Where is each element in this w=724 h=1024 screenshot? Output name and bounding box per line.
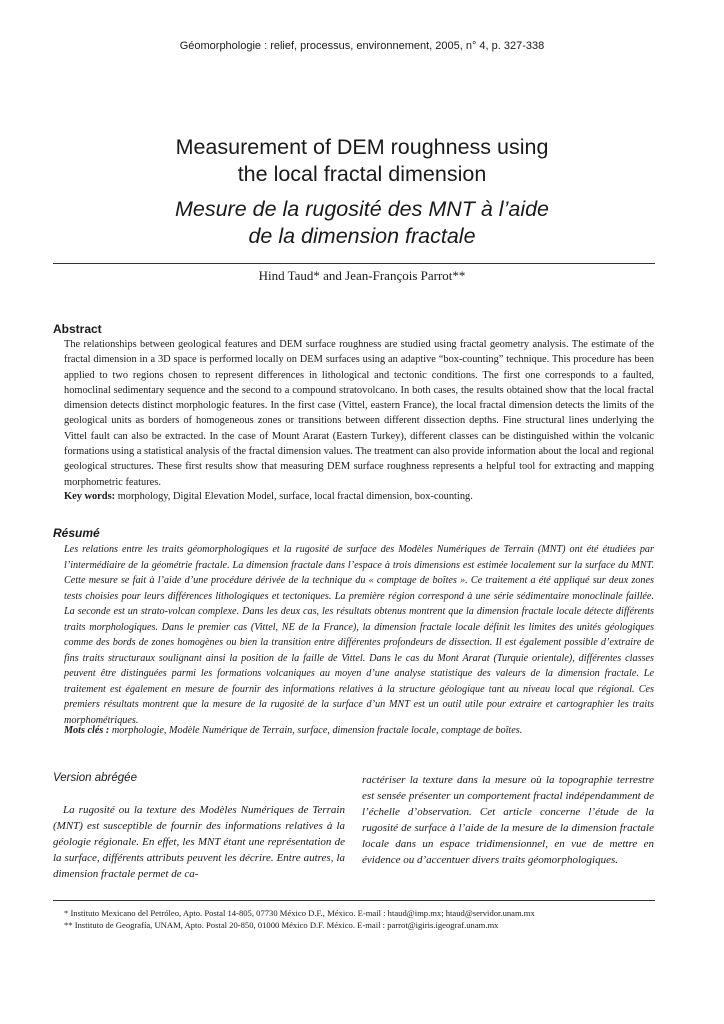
version-abregee-heading: Version abrégée bbox=[53, 772, 137, 784]
resume-heading: Résumé bbox=[53, 526, 100, 540]
footnotes bbox=[64, 907, 654, 931]
title-divider bbox=[53, 263, 655, 264]
keywords-list: morphology, Digital Elevation Model, surface, local fractal dimension, box-counting. bbox=[115, 491, 473, 502]
title-english bbox=[0, 134, 724, 188]
footnote-divider bbox=[53, 900, 655, 901]
title-english-line-1: Measurement of DEM roughness using bbox=[175, 135, 549, 159]
keywords-label: Key words: bbox=[64, 491, 116, 502]
journal-header: Géomorphologie : relief, processus, environnement, 2005, n° 4, p. 327-338 bbox=[179, 40, 545, 52]
mots-cles-label: Mots clés : bbox=[64, 725, 110, 736]
title-english-line-2: the local fractal dimension bbox=[237, 162, 487, 186]
title-french-line-1: Mesure de la rugosité des MNT à l’aide bbox=[174, 197, 550, 221]
mots-cles-list: morphologie, Modèle Numérique de Terrain, surface, dimension fractale locale, comptage de boîtes. bbox=[109, 725, 523, 736]
authors: Hind Taud* and Jean-François Parrot** bbox=[258, 268, 466, 283]
resume-text: Les relations entre les traits géomorphologiques et la rugosité de surface des Modèles Numériques de Terrain (MNT) ont été étudiées par l’intermédiaire de la géométrie fractale. La dimension fractale dans l’espace à trois dimensions est estimée localement sur la surface du MNT. Cette mesure se fait à l’aide d’une procédure dérivée de la technique du « comptage de boîtes ». Ce traitement a été appliqué sur deux zones tests choisies pour leurs différences lithologiques et tectoniques. La première région correspond à une série sédimentaire monoclinale faillée. La seconde est un strato-volcan complexe. Dans les deux cas, les résultats obtenus montrent que la dimension fractale locale détecte différents traits morphologiques. Dans le premier cas (Vittel, NE de la France), la dimension fractale locale définit les limites des unités géologiques comme des bords de zones homogènes ou bien la transition entre différentes profondeurs de dissection. Il est également possible d’extraire de fins traits structuraux soulignant ainsi la position de la faille de Vittel. Dans le cas du Mont Ararat (Turquie orientale), différentes classes peuvent être distinguées parmi les formations volcaniques au moyen d’une analyse statistique des valeurs de la dimension fractale. Le traitement est également en mesure de fournir des informations relatives à la structure géologique tant au niveau local que régional. Ces premiers résultats montrent que la mesure de la rugosité de la surface d’un MNT est un outil utile pour extraire et cartographier les traits morphométriques. bbox=[64, 544, 654, 726]
abstract-text: The relationships between geological features and DEM surface roughness are studied using fractal geometry analysis. The estimate of the fractal dimension in a 3D space is performed locally on DEM surfaces using an adaptive “box-counting” technique. This procedure has been applied to two regions chosen to represent differences in lithological and tectonic conditions. The first one corresponds to a faulted, homoclinal sedimentary sequence and the second to a compound stratovolcano. In both cases, the results obtained show that the local fractal dimension detects distinct morphologic features. In the first case (Vittel, eastern France), the local fractal dimension detects the limits of the geological units as borders of homogeneous zones or transitions between different dissection depths. Fine structural lines underlying the Vittel fault can also be extracted. In the case of Mount Ararat (Eastern Turkey), different classes can be distinguished within the volcanic formations using a statistical analysis of the fractal dimension values. The treatment can also provide information about the local and regional geological structures. These first results show that measuring DEM surface roughness represents a helpful tool for extracting and mapping morphometric features. bbox=[64, 339, 654, 488]
footnote-2: ** Instituto de Geografía, UNAM, Apto. Postal 20-850, 01000 México D.F. México. E-mail : parrot@igiris.igeograf.unam.mx bbox=[64, 920, 499, 930]
keywords bbox=[64, 491, 654, 502]
mots-cles bbox=[64, 725, 654, 736]
footnote-1: * Instituto Mexicano del Petróleo, Apto. Postal 14-805, 07730 México D.F., México. E-mail : htaud@imp.mx; htaud@servidor.unam.mx bbox=[64, 908, 535, 918]
version-abregee-right-column: ractériser la texture dans la mesure où la topographie terrestre est sensée présenter un comportement fractal indépendamment de l’échelle d’observation. Cet article concerne l’étude de la rugosité de surface à l’aide de la mesure de la dimension fractale locale dans un espace tridimensionnel, en vue de mettre en évidence ou d’accentuer divers traits géomorphologiques. bbox=[362, 774, 654, 866]
abstract-heading: Abstract bbox=[53, 322, 102, 336]
version-abregee-left-column: La rugosité ou la texture des Modèles Numériques de Terrain (MNT) est susceptible de fournir des informations relatives à la géologie régionale. En effet, les MNT étant une représentation de la surface, différents attributs peuvent les décrire. Entre autres, la dimension fractale permet de ca- bbox=[53, 804, 345, 880]
title-french-line-2: de la dimension fractale bbox=[248, 224, 476, 248]
title-french bbox=[0, 196, 724, 250]
